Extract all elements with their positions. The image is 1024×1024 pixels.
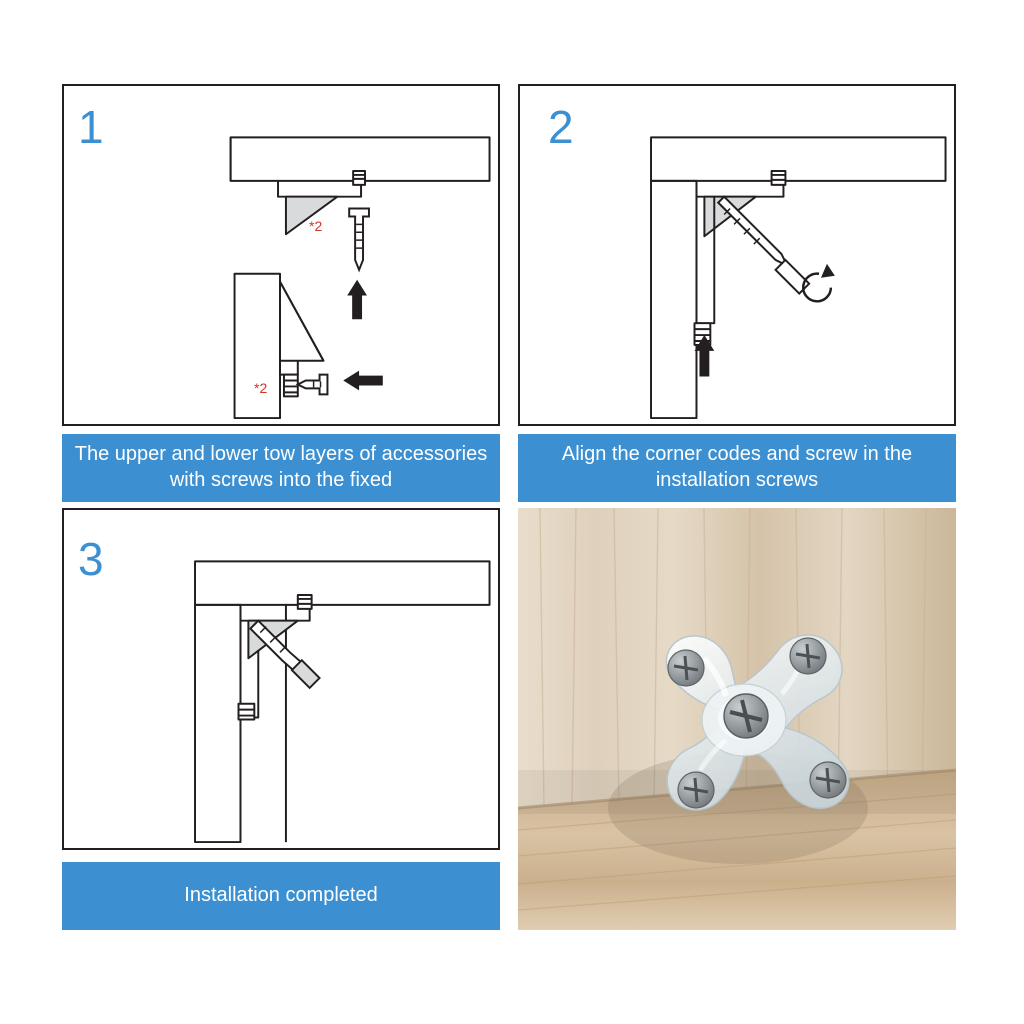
step-1-figure xyxy=(62,84,500,426)
step-1-caption-text: The upper and lower tow layers of accessories with screws into the fixed xyxy=(74,443,488,491)
step-3-caption xyxy=(62,862,500,930)
step-1-caption xyxy=(62,434,500,502)
product-photo-image xyxy=(518,508,956,930)
step-2-caption xyxy=(518,434,956,502)
step-3-diagram xyxy=(64,510,498,848)
screw-head xyxy=(790,638,826,674)
screw-driving xyxy=(718,197,809,294)
step-2-diagram xyxy=(520,86,954,424)
quantity-annotation: *2 xyxy=(254,380,268,396)
screw-upper xyxy=(349,209,369,270)
screw-head xyxy=(668,650,704,686)
screw-head-center xyxy=(724,694,768,738)
step-2-figure xyxy=(518,84,956,426)
step-2-number: 2 xyxy=(548,101,574,153)
arrow-left-lower xyxy=(339,371,382,424)
screw-head xyxy=(810,762,846,798)
arrow-up-upper xyxy=(347,280,367,320)
step-1-number: 1 xyxy=(78,101,104,153)
step-3-number: 3 xyxy=(78,533,104,585)
product-photo xyxy=(518,508,956,930)
screw-head xyxy=(678,772,714,808)
step-3-figure xyxy=(62,508,500,850)
quantity-annotation: *2 xyxy=(309,218,323,234)
step-3-caption-text: Installation completed xyxy=(184,884,378,907)
step-2-caption-text: Align the corner codes and screw in the installation screws xyxy=(561,443,913,491)
screw-lower xyxy=(298,375,328,395)
step-1-diagram xyxy=(64,86,498,424)
